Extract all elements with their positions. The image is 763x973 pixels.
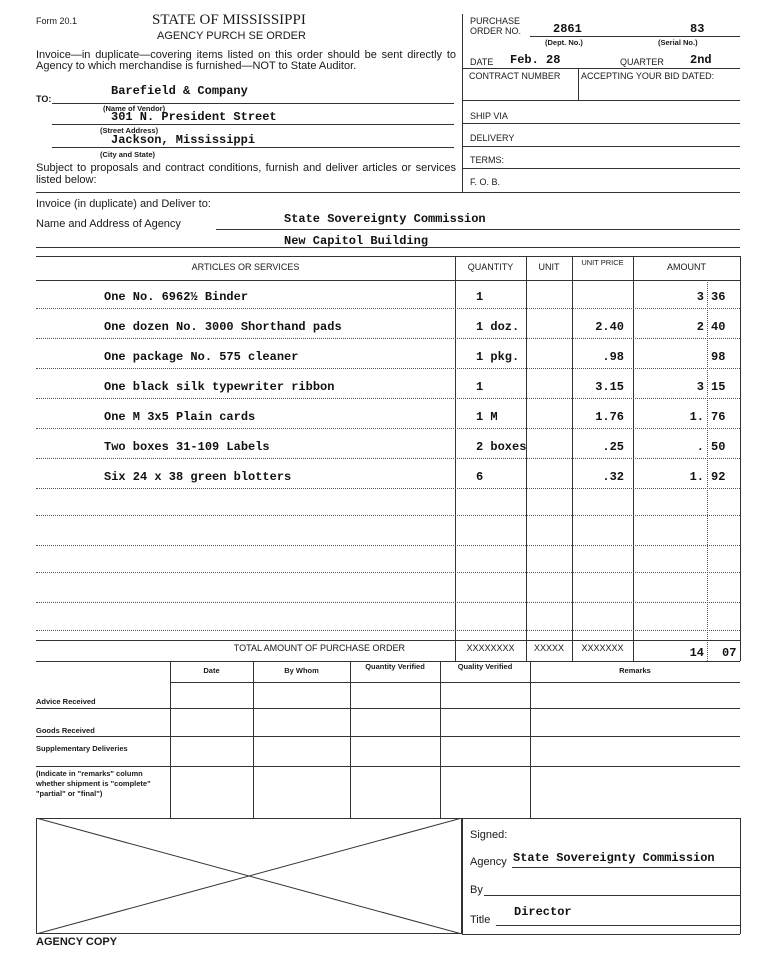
total-label: TOTAL AMOUNT OF PURCHASE ORDER <box>233 643 405 653</box>
accepting-bid-label: ACCEPTING YOUR BID DATED: <box>581 71 715 81</box>
vendor-name: Barefield & Company <box>111 84 248 98</box>
vendor-city: Jackson, Mississippi <box>111 133 256 147</box>
row-unit-price: 3.15 <box>595 380 624 394</box>
total-dollars: 14 <box>689 646 704 660</box>
row-amount-dollars: 1. <box>689 410 704 424</box>
serial-number: 83 <box>690 22 705 36</box>
ruled-line <box>36 338 740 339</box>
to-label: TO: <box>36 94 52 104</box>
row-amount-cents: 36 <box>711 290 726 304</box>
signed-label: Signed: <box>470 829 508 841</box>
ruled-line <box>36 488 740 489</box>
header-quantity: QUANTITY <box>467 262 514 272</box>
row-goods-received: Goods Received <box>36 726 95 735</box>
subject-text: Subject to proposals and contract conditions, furnish and deliver articles or services listed below: <box>36 162 456 186</box>
col-remarks: Remarks <box>619 666 651 675</box>
row-quantity: 1 <box>476 380 484 394</box>
title-label: Title <box>470 914 491 926</box>
date-label: DATE <box>470 57 494 67</box>
row-amount-cents: 15 <box>711 380 726 394</box>
col-quantity-verified: Quantity Verified <box>365 662 425 671</box>
delivery-label: DELIVERY <box>470 133 515 143</box>
ruled-line <box>36 545 740 546</box>
vendor-name-caption: (Name of Vendor) <box>103 104 166 113</box>
col-quality-verified: Quality Verified <box>457 662 513 671</box>
row-amount-cents: 50 <box>711 440 726 454</box>
signature-agency-value: State Sovereignty Commission <box>513 851 715 865</box>
indicate-note: (Indicate in "remarks" column whether shipment is "complete" "partial" or "final") <box>36 769 151 798</box>
row-unit-price: 1.76 <box>595 410 624 424</box>
row-article: One dozen No. 3000 Shorthand pads <box>104 320 342 334</box>
col-by-whom: By Whom <box>284 666 319 675</box>
total-price-mask: XXXXXXX <box>581 643 624 653</box>
row-advice-received: Advice Received <box>36 697 96 706</box>
header-unit: UNIT <box>538 262 560 272</box>
row-article: One black silk typewriter ribbon <box>104 380 335 394</box>
row-quantity: 1 <box>476 290 484 304</box>
dept-caption: (Dept. No.) <box>545 38 583 47</box>
ruled-line <box>36 398 740 399</box>
fob-label: F. O. B. <box>470 177 501 187</box>
row-unit-price: .32 <box>602 470 624 484</box>
ship-via-label: SHIP VIA <box>470 111 508 121</box>
row-quantity: 1 pkg. <box>476 350 520 364</box>
row-article: Two boxes 31-109 Labels <box>104 440 270 454</box>
ruled-line <box>36 630 740 631</box>
agency-name-value: State Sovereignty Commission <box>284 212 486 226</box>
row-unit-price: .98 <box>602 350 624 364</box>
ruled-line <box>36 602 740 603</box>
instructions-text: Invoice—in duplicate—covering items listed on this order should be sent directly to Agency to which merchandise is furnished—NOT to State Auditor. <box>36 49 456 72</box>
row-amount-dollars: . <box>696 440 704 454</box>
ruled-line <box>36 308 740 309</box>
po-label: PURCHASE ORDER NO. <box>470 16 522 36</box>
row-supplementary: Supplementary Deliveries <box>36 744 128 753</box>
row-quantity: 6 <box>476 470 484 484</box>
quarter-label: QUARTER <box>620 57 664 67</box>
terms-label: TERMS: <box>470 155 505 165</box>
vendor-city-caption: (City and State) <box>100 150 156 159</box>
agency-address-value: New Capitol Building <box>284 234 429 248</box>
ruled-line <box>36 368 740 369</box>
ruled-line <box>36 428 740 429</box>
row-quantity: 2 boxes <box>476 440 527 454</box>
row-article: One No. 6962½ Binder <box>104 290 249 304</box>
row-amount-dollars: 3 <box>696 290 704 304</box>
row-quantity: 1 M <box>476 410 498 424</box>
crossed-box <box>36 818 462 934</box>
row-unit-price: .25 <box>602 440 624 454</box>
form-number: Form 20.1 <box>36 16 78 26</box>
header-amount: AMOUNT <box>667 262 706 272</box>
vendor-street: 301 N. President Street <box>111 110 277 124</box>
form-title: STATE OF MISSISSIPPI <box>152 12 306 28</box>
invoice-deliver-label: Invoice (in duplicate) and Deliver to: <box>36 198 211 210</box>
row-amount-dollars: 3 <box>696 380 704 394</box>
total-cents: 07 <box>722 646 737 660</box>
row-amount-cents: 92 <box>711 470 726 484</box>
total-unit-mask: XXXXX <box>533 643 564 653</box>
total-qty-mask: XXXXXXXX <box>466 643 515 653</box>
agency-copy-label: AGENCY COPY <box>36 936 118 948</box>
by-label: By <box>470 884 483 896</box>
ruled-line <box>36 572 740 573</box>
row-amount-cents: 98 <box>711 350 726 364</box>
col-date: Date <box>203 666 220 675</box>
signature-agency-label: Agency <box>470 856 507 868</box>
row-amount-cents: 76 <box>711 410 726 424</box>
row-amount-dollars: 1. <box>689 470 704 484</box>
ruled-line <box>36 515 740 516</box>
agency-name-label: Name and Address of Agency <box>36 218 181 230</box>
serial-caption: (Serial No.) <box>658 38 698 47</box>
header-articles: ARTICLES OR SERVICES <box>191 262 300 272</box>
title-value: Director <box>514 905 572 919</box>
date-value: Feb. 28 <box>510 53 561 67</box>
row-amount-cents: 40 <box>711 320 726 334</box>
row-unit-price: 2.40 <box>595 320 624 334</box>
quarter-value: 2nd <box>690 53 712 67</box>
contract-number-label: CONTRACT NUMBER <box>469 71 561 81</box>
row-article: Six 24 x 38 green blotters <box>104 470 292 484</box>
row-amount-dollars: 2 <box>696 320 704 334</box>
row-article: One M 3x5 Plain cards <box>104 410 256 424</box>
header-unit-price: UNIT PRICE <box>581 258 624 267</box>
vendor-street-caption: (Street Address) <box>100 126 159 135</box>
ruled-line <box>36 458 740 459</box>
row-quantity: 1 doz. <box>476 320 520 334</box>
form-subtitle: AGENCY PURCH SE ORDER <box>157 30 306 42</box>
row-article: One package No. 575 cleaner <box>104 350 299 364</box>
dept-number: 2861 <box>553 22 582 36</box>
